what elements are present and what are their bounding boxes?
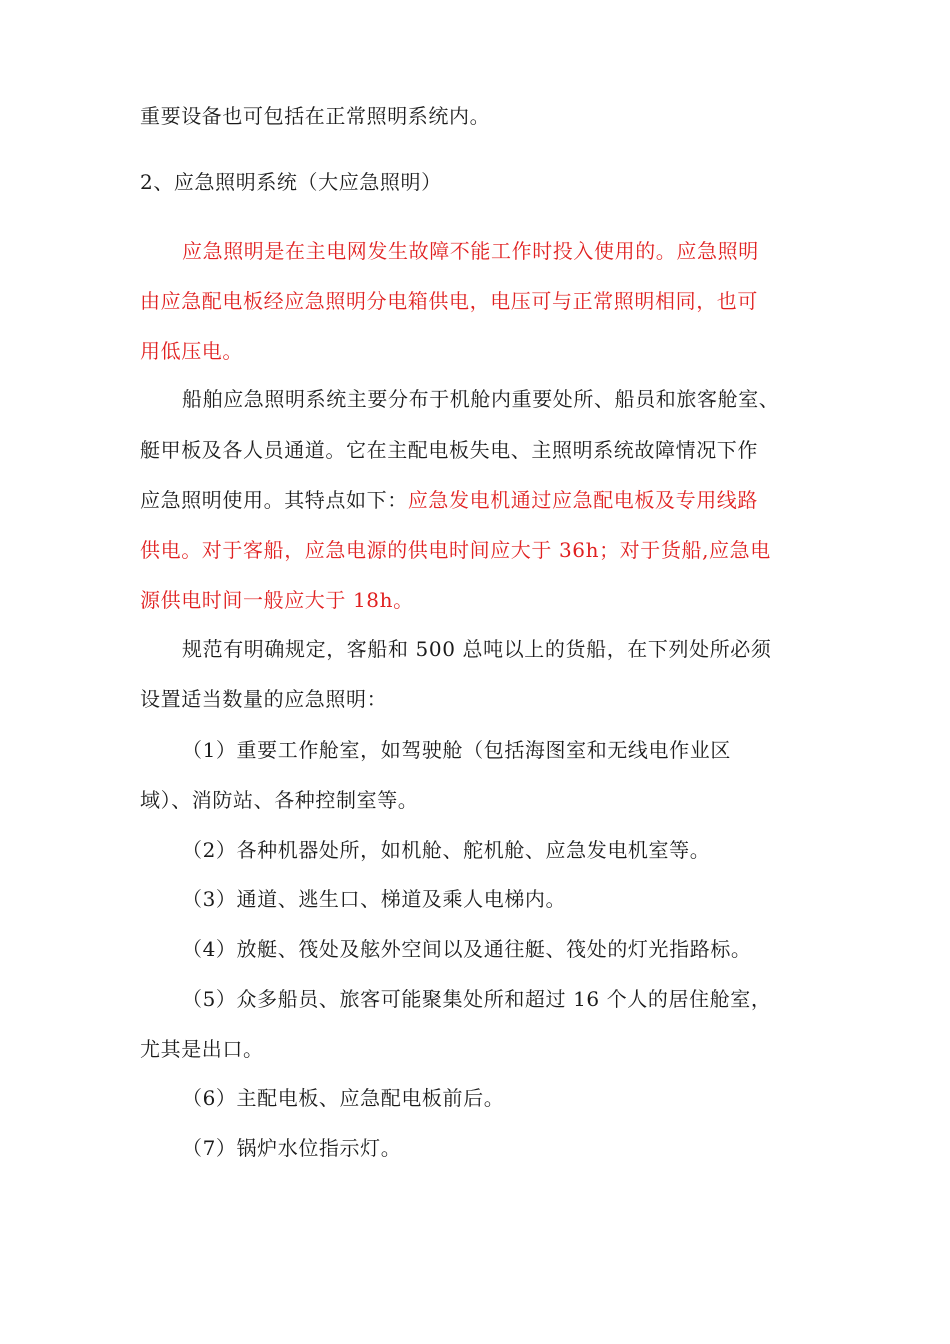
list-item: （4）放艇、筏处及舷外空间以及通往艇、筏处的灯光指路标。: [182, 937, 752, 961]
list-item: （5）众多船员、旅客可能聚集处所和超过 16 个人的居住舱室，: [182, 987, 772, 1011]
text-line: 规范有明确规定，客船和 500 总吨以上的货船，在下列处所必须: [182, 637, 772, 661]
list-item-continuation: 域）、消防站、各种控制室等。: [140, 788, 419, 812]
highlighted-text-segment: 应急发电机通过应急配电板及专用线路: [407, 488, 759, 512]
list-item: （6）主配电板、应急配电板前后。: [182, 1086, 505, 1110]
highlighted-text-line: 应急照明是在主电网发生故障不能工作时投入使用的。应急照明: [182, 239, 759, 263]
list-item: （1）重要工作舱室，如驾驶舱（包括海图室和无线电作业区: [182, 738, 731, 762]
highlighted-text-line: 源供电时间一般应大于 18h。: [140, 588, 414, 612]
list-item: （3）通道、逃生口、梯道及乘人电梯内。: [182, 887, 567, 911]
list-item: （7）锅炉水位指示灯。: [182, 1136, 402, 1160]
mixed-text-line: [140, 486, 758, 514]
text-line: 设置适当数量的应急照明：: [140, 687, 388, 711]
highlighted-text-line: 用低压电。: [140, 339, 243, 363]
highlighted-text-line: 供电。对于客船，应急电源的供电时间应大于 36h；对于货船,应急电: [140, 538, 771, 562]
text-line: 艇甲板及各人员通道。它在主配电板失电、主照明系统故障情况下作: [140, 438, 758, 462]
text-line: 重要设备也可包括在正常照明系统内。: [140, 104, 491, 128]
list-item: （2）各种机器处所，如机舱、舵机舱、应急发电机室等。: [182, 838, 711, 862]
text-line: 船舶应急照明系统主要分布于机舱内重要处所、船员和旅客舱室、: [182, 387, 780, 411]
text-segment: 应急照明使用。其特点如下：: [140, 488, 408, 512]
list-item-continuation: 尤其是出口。: [140, 1037, 264, 1061]
section-heading: 2、应急照明系统（大应急照明）: [140, 170, 442, 194]
highlighted-text-line: 由应急配电板经应急照明分电箱供电，电压可与正常照明相同，也可: [140, 289, 758, 313]
